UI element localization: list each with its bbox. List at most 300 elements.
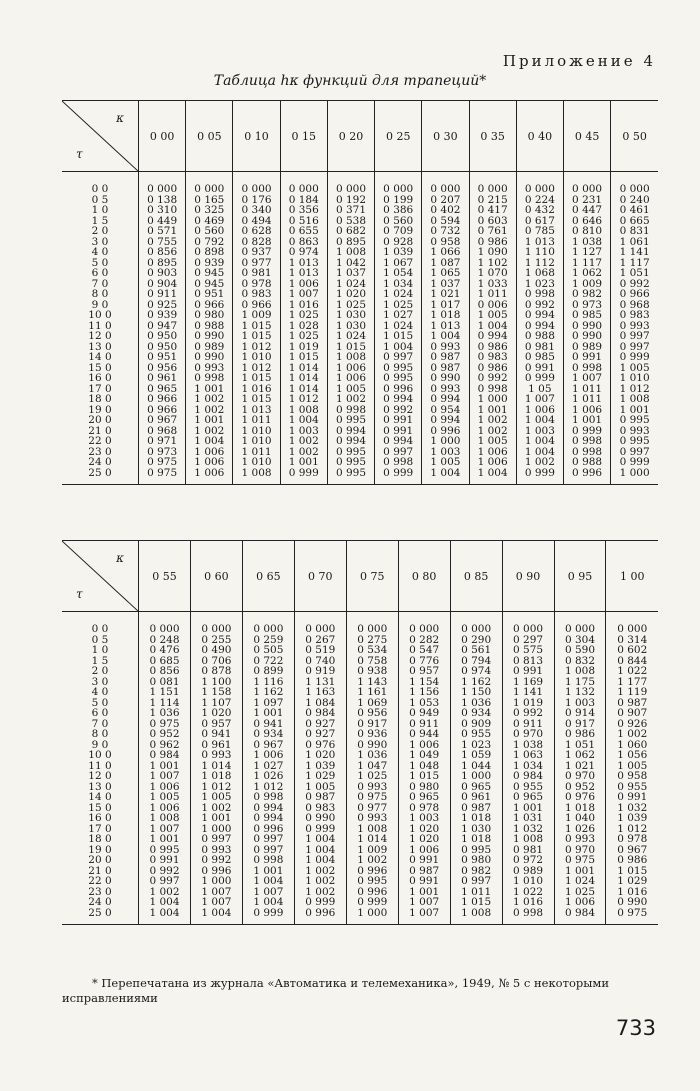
tau-value: 24 0 [88,896,112,908]
table-header-row [62,101,658,172]
table-cell: 0 995 [335,466,367,479]
value-column [502,612,554,925]
table-cell: 0 945 [194,267,225,279]
table-cell: 1 003 [524,424,555,437]
tau-value: 0 5 [91,633,109,646]
table-cell: 1 132 [564,686,595,698]
table-cell: 1 008 [335,246,367,258]
table-cell: 1 006 [477,445,508,458]
tau-value: 10 0 [88,749,112,761]
tau-label: τ [76,587,83,601]
table-cell: 0 992 [477,372,508,384]
table-cell: 0 975 [617,906,648,919]
kappa-header: 0 05 [186,101,233,172]
table-cell: 0 966 [619,288,650,300]
table-cell: 0 999 [383,466,414,479]
tau-value: 17 0 [88,822,112,835]
table-cell: 1 097 [253,696,284,709]
table-cell: 1 005 [335,382,367,395]
table-cell: 1 026 [564,822,595,835]
table-cell: 1 024 [564,875,595,887]
table-cell: 0 996 [253,822,284,835]
table-cell: 0 402 [430,204,461,216]
table-cell: 1 067 [383,256,414,269]
table-cell: 0 984 [149,749,180,761]
table-cell: 0 995 [357,875,388,887]
table-cell: 1 006 [149,801,180,814]
tau-column [62,612,139,925]
table-cell: 1 037 [430,277,461,290]
table-cell: 1 005 [619,361,650,374]
tau-value: 22 0 [88,435,112,447]
table-cell: 0 722 [253,654,284,667]
table-cell: 1 002 [335,393,367,405]
table-cell: 1 000 [477,393,508,405]
table-cell: 0 973 [147,445,178,458]
table-cell: 1 114 [149,696,180,709]
table-cell: 0 547 [409,644,440,656]
table-cell: 0 970 [564,770,595,782]
table-cell: 0 917 [357,717,388,730]
table-cell: 0 995 [619,414,650,426]
table-cell: 0 986 [564,728,595,740]
table-cell: 0 000 [461,623,492,635]
table-cell: 0 980 [409,780,440,793]
table-cell: 1 032 [617,801,648,814]
table-cell: 0 995 [383,372,414,384]
table-cell: 0 987 [305,791,336,803]
table-cell: 1 002 [524,456,555,468]
table-cell: 0 992 [383,403,414,416]
table-cell: 1 008 [241,466,272,479]
table-cell: 1 069 [357,696,388,709]
table-cell: 0 995 [149,843,180,856]
table-cell: 1 012 [617,822,648,835]
kappa-header: 0 55 [139,541,191,612]
tau-value: 25 0 [88,466,112,479]
table-cell: 0 006 [477,298,508,311]
table-cell: 0 255 [201,633,232,646]
value-column [398,612,450,925]
tau-value: 2 0 [91,665,109,677]
table-cell: 0 594 [430,214,461,227]
kappa-header: 0 50 [611,101,658,172]
table-cell: 1 002 [194,424,225,437]
table-cell: 0 165 [194,193,225,206]
table-cell: 0 992 [513,707,544,719]
table-cell: 1 001 [194,382,225,395]
table-cell: 0 449 [147,214,178,227]
table-cell: 0 000 [383,183,414,195]
table-cell: 1 143 [357,675,388,688]
table-cell: 0 997 [619,445,650,458]
table-cell: 1 017 [430,298,461,311]
table-cell: 1 006 [288,277,319,290]
tau-value: 14 0 [88,351,112,363]
table-cell: 1 030 [335,309,367,321]
table-cell: 1 062 [572,267,603,279]
table-cell: 1 087 [430,256,461,269]
value-column [450,612,502,925]
table-cell: 0 538 [335,214,367,227]
table-cell: 0 990 [617,896,648,908]
kappa-label: κ [116,111,124,125]
table-cell: 1 008 [149,812,180,824]
table-cell: 0 999 [357,896,388,908]
table-cell: 1 006 [253,749,284,761]
table-cell: 0 927 [305,728,336,740]
table-cell: 0 950 [147,330,178,342]
kappa-header: 0 15 [280,101,327,172]
table-cell: 0 999 [524,466,555,479]
table-cell: 0 951 [147,351,178,363]
table-cell: 0 792 [194,235,225,248]
kappa-label: κ [116,551,124,565]
table-cell: 0 986 [477,235,508,248]
table-cell: 0 999 [253,906,284,919]
table-cell: 0 909 [461,717,492,730]
table-cell: 0 950 [147,340,178,353]
table-cell: 0 990 [572,330,603,342]
table-cell: 0 980 [461,854,492,866]
tau-value: 6 0 [91,707,109,719]
table-cell: 1 049 [409,749,440,761]
table-cell: 0 985 [524,351,555,363]
table-cell: 0 983 [477,351,508,363]
kappa-header: 0 45 [563,101,610,172]
table-cell: 1 030 [461,822,492,835]
table-cell: 1 015 [241,330,272,342]
value-column [139,612,191,925]
table-cell: 0 991 [513,665,544,677]
table-cell: 0 952 [149,728,180,740]
table-cell: 0 995 [335,456,367,468]
table-cell: 0 970 [513,728,544,740]
table-cell: 0 981 [513,843,544,856]
tau-value: 20 0 [88,854,112,866]
table-cell: 1 024 [383,288,414,300]
table-cell: 1 027 [383,309,414,321]
table-cell: 1 001 [477,403,508,416]
table-cell: 0 560 [194,225,225,237]
tau-value: 11 0 [88,319,112,332]
table-cell: 0 996 [305,906,336,919]
table-cell: 0 989 [572,340,603,353]
table-cell: 0 709 [383,225,414,237]
tau-value: 1 0 [91,204,109,216]
table-cell: 1 042 [335,256,367,269]
table-cell: 1 006 [194,445,225,458]
kappa-header: 0 65 [242,541,294,612]
table-cell: 0 267 [305,633,336,646]
table-cell: 0 973 [572,298,603,311]
table-cell: 0 986 [477,340,508,353]
tau-value: 3 0 [91,675,109,688]
tau-column [62,172,139,485]
table-cell: 0 000 [524,183,555,195]
table-cell: 1 011 [572,393,603,405]
table-cell: 0 371 [335,204,367,216]
table-cell: 0 561 [461,644,492,656]
table-cell: 1 119 [617,686,648,698]
table-cell: 1 117 [572,256,603,269]
table-cell: 0 977 [357,801,388,814]
table-cell: 1 004 [524,414,555,426]
table-cell: 1 004 [194,435,225,447]
tau-value: 10 0 [88,309,112,321]
table-cell: 1 175 [564,675,595,688]
table-cell: 1 036 [461,696,492,709]
table-cell: 0 785 [524,225,555,237]
table-cell: 0 297 [513,633,544,646]
table-cell: 0 917 [564,717,595,730]
table-cell: 0 998 [477,382,508,395]
table-cell: 0 207 [430,193,461,206]
table-cell: 1 013 [288,267,319,279]
table-cell: 1 024 [335,277,367,290]
table-cell: 0 955 [617,780,648,793]
table-cell: 1 015 [409,770,440,782]
tau-value: 5 0 [91,256,109,269]
table-cell: 0 878 [201,665,232,677]
table-cell: 1 068 [524,267,555,279]
table-cell: 0 966 [241,298,272,311]
table-cell: 1 020 [409,822,440,835]
value-column [139,172,186,485]
table-cell: 1 007 [572,372,603,384]
table-cell: 0 192 [335,193,367,206]
table-cell: 0 863 [288,235,319,248]
table-cell: 0 919 [305,665,336,677]
table-cell: 1 004 [305,843,336,856]
table-cell: 0 000 [288,183,319,195]
value-column [294,612,346,925]
table-cell: 1 002 [194,393,225,405]
table-cell: 1 004 [288,414,319,426]
value-column [606,612,658,925]
table-cell: 0 259 [253,633,284,646]
table-cell: 1 000 [201,822,232,835]
table-cell: 0 991 [617,791,648,803]
table-cell: 0 911 [513,717,544,730]
table-cell: 0 516 [288,214,319,227]
table-cell: 1 161 [357,686,388,698]
table-cell: 0 990 [305,812,336,824]
table-cell: 0 831 [619,225,650,237]
table-cell: 1 141 [619,246,650,258]
table-cell: 1 025 [288,330,319,342]
table-cell: 0 000 [194,183,225,195]
table-cell: 1 015 [617,864,648,877]
table-cell: 1 056 [617,749,648,761]
table-cell: 0 998 [572,445,603,458]
table-cell: 0 978 [241,277,272,290]
table-cell: 1 025 [288,309,319,321]
table-cell: 0 997 [253,843,284,856]
table-cell: 0 603 [477,214,508,227]
tau-value: 23 0 [88,445,112,458]
tau-value: 21 0 [88,424,112,437]
table-cell: 0 993 [430,340,461,353]
table-cell: 0 997 [461,875,492,887]
table-cell: 0 215 [477,193,508,206]
table-cell: 0 992 [201,854,232,866]
tau-value: 9 0 [91,738,109,751]
table-cell: 0 991 [524,361,555,374]
table-cell: 0 983 [619,309,650,321]
table-cell: 1 060 [617,738,648,751]
table-cell: 0 992 [149,864,180,877]
table-cell: 1 002 [477,414,508,426]
footnote: * Перепечатана из журнала «Автоматика и телемеханика», 1949, № 5 с некоторыми исправлениями [62,976,609,1005]
table-cell: 1 116 [253,675,284,688]
table-cell: 1 007 [524,393,555,405]
table-cell: 1 001 [572,414,603,426]
kappa-header: 0 25 [375,101,422,172]
table-cell: 0 970 [564,843,595,856]
table-cell: 0 967 [617,843,648,856]
table-cell: 0 941 [253,717,284,730]
table-cell: 0 646 [572,214,603,227]
table-cell: 0 961 [201,738,232,751]
table-cell: 0 810 [572,225,603,237]
table-cell: 0 984 [513,770,544,782]
table-cell: 0 282 [409,633,440,646]
value-column [233,172,280,485]
table-cell: 0 999 [288,466,319,479]
value-column [327,172,374,485]
table-cell: 1 037 [335,267,367,279]
table-cell: 0 571 [147,225,178,237]
table-cell: 1 039 [617,812,648,824]
table-cell: 0 990 [194,351,225,363]
tau-value: 4 0 [91,686,109,698]
table-cell: 1 012 [253,780,284,793]
h-functions-table-2 [62,540,658,925]
table-cell: 1 016 [288,298,319,311]
tau-value: 18 0 [88,833,112,845]
table-cell: 1 117 [619,256,650,269]
table-cell: 1 002 [149,885,180,898]
table-cell: 1 029 [305,770,336,782]
table-cell: 0 994 [383,435,414,447]
table-cell: 0 000 [513,623,544,635]
table-cell: 1 012 [241,340,272,353]
table-cell: 0 994 [524,319,555,332]
table-cell: 0 000 [253,623,284,635]
table-cell: 0 999 [305,822,336,835]
table-cell: 0 997 [619,340,650,353]
table-cell: 1 015 [461,896,492,908]
table-cell: 1 001 [619,403,650,416]
table-cell: 1 014 [288,372,319,384]
table-cell: 0 000 [572,183,603,195]
table-cell: 1 031 [513,812,544,824]
tau-value: 14 0 [88,791,112,803]
table-cell: 1 002 [357,854,388,866]
table-cell: 0 602 [617,644,648,656]
table-cell: 1 006 [524,403,555,416]
table-cell: 0 975 [147,456,178,468]
table-cell: 0 967 [253,738,284,751]
table-cell: 0 980 [194,309,225,321]
table-cell: 0 986 [617,854,648,866]
table-cell: 0 417 [477,204,508,216]
table-cell: 1 016 [513,896,544,908]
table-cell: 0 534 [357,644,388,656]
table-cell: 1 156 [409,686,440,698]
kappa-header: 0 00 [139,101,186,172]
kappa-header: 0 30 [422,101,469,172]
table-cell: 1 010 [241,351,272,363]
table-cell: 1 002 [305,864,336,877]
table-cell: 0 776 [409,654,440,667]
table-cell: 1 006 [149,780,180,793]
table-cell: 1 038 [513,738,544,751]
value-column [190,612,242,925]
table-cell: 1 033 [477,277,508,290]
tau-value: 6 0 [91,267,109,279]
table-cell: 1 040 [564,812,595,824]
table-cell: 0 941 [201,728,232,740]
table-cell: 0 993 [194,361,225,374]
table-cell: 1 003 [288,424,319,437]
table-cell: 0 994 [430,393,461,405]
table-cell: 0 990 [430,372,461,384]
table-cell: 0 975 [149,717,180,730]
table-cell: 0 761 [477,225,508,237]
kappa-header: 0 40 [516,101,563,172]
table-cell: 0 000 [149,623,180,635]
table-cell: 1 000 [430,435,461,447]
table-cell: 1 001 [149,833,180,845]
table-cell: 0 991 [409,875,440,887]
table-cell: 0 240 [619,193,650,206]
kappa-header: 0 35 [469,101,516,172]
table-cell: 0 965 [513,791,544,803]
table-cell: 0 304 [564,633,595,646]
table-cell: 1 011 [572,382,603,395]
tau-value: 13 0 [88,340,112,353]
table-cell: 1 010 [513,875,544,887]
table-cell: 0 961 [461,791,492,803]
table-cell: 1 112 [524,256,555,269]
table-cell: 1 021 [564,759,595,772]
table-cell: 1 009 [357,843,388,856]
table-cell: 0 995 [619,435,650,447]
table-cell: 0 952 [564,780,595,793]
table-cell: 1 013 [241,403,272,416]
tau-value: 24 0 [88,456,112,468]
kappa-header: 0 60 [190,541,242,612]
table-cell: 1 015 [241,393,272,405]
table-cell: 0 994 [335,424,367,437]
table-cell: 0 997 [619,330,650,342]
table-cell: 1 015 [288,351,319,363]
table-cell: 0 899 [253,665,284,677]
tau-value: 5 0 [91,696,109,709]
table-cell: 0 990 [357,738,388,751]
tau-value: 7 0 [91,277,109,290]
table-cell: 0 967 [147,414,178,426]
table-cell: 1 011 [241,414,272,426]
tau-value: 2 0 [91,225,109,237]
table-cell: 1 020 [305,749,336,761]
table-cell: 0 998 [513,906,544,919]
table-cell: 0 290 [461,633,492,646]
table-cell: 1 013 [524,235,555,248]
table-cell: 1 006 [409,843,440,856]
